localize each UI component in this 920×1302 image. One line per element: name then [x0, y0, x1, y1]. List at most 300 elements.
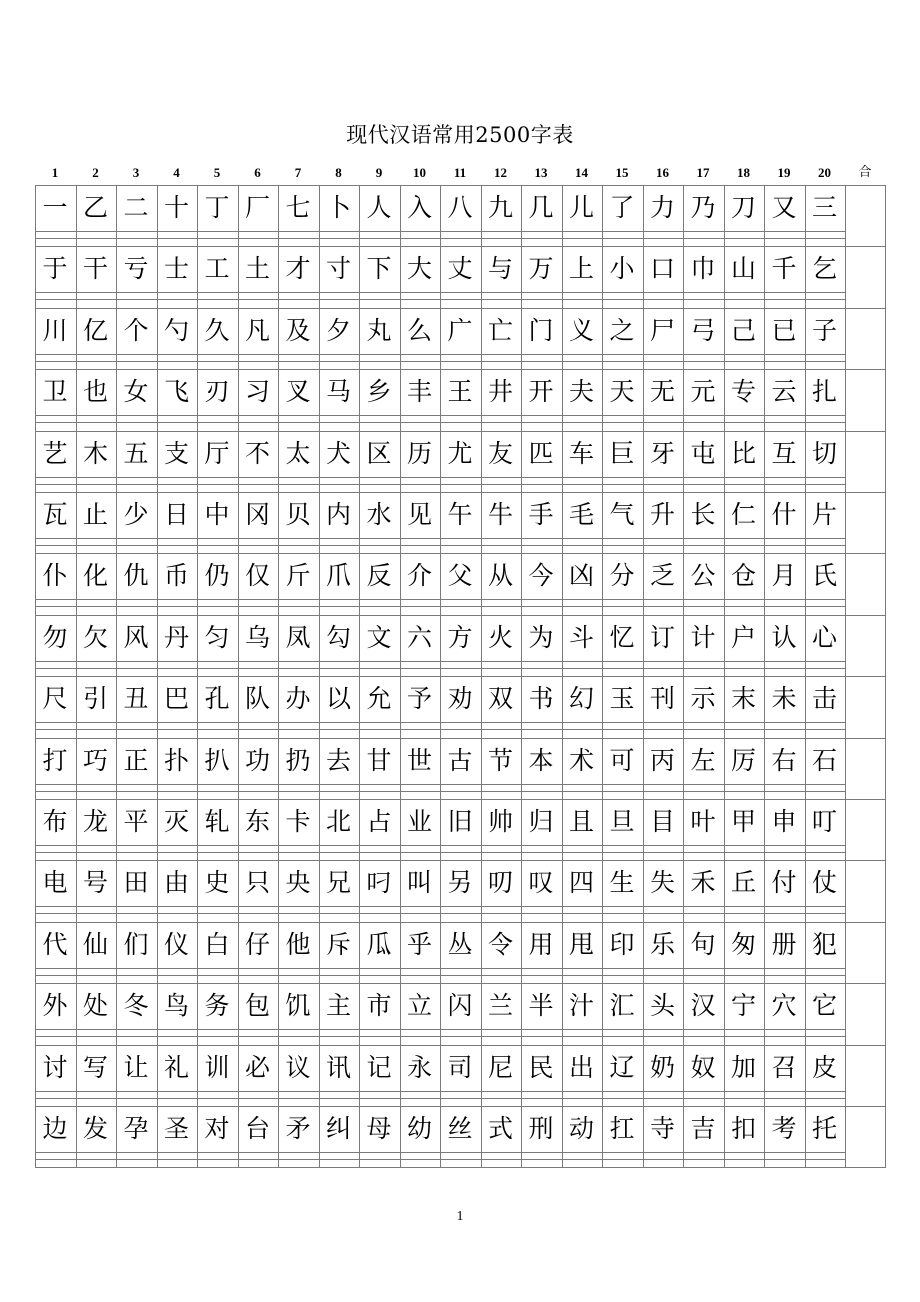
character-cell: 六 [406, 622, 432, 652]
character-cell: 双 [487, 684, 513, 714]
column-number: 20 [818, 165, 831, 180]
character-cell: 丑 [123, 684, 149, 714]
character-cell: 另 [447, 868, 473, 898]
character-cell: 刀 [730, 193, 756, 222]
character-cell: 予 [406, 684, 432, 714]
character-cell: 末 [730, 684, 756, 714]
character-cell: 训 [204, 1052, 230, 1082]
character-cell: 区 [366, 438, 392, 468]
character-cell: 辽 [609, 1052, 635, 1082]
character-cell: 史 [204, 868, 230, 898]
character-cell: 召 [771, 1052, 797, 1082]
character-cell: 帅 [487, 807, 513, 836]
character-cell: 矛 [285, 1114, 311, 1143]
character-cell: 尼 [487, 1052, 513, 1082]
character-cell: 习 [244, 377, 270, 407]
character-cell: 写 [82, 1052, 108, 1082]
character-cell: 之 [609, 315, 635, 345]
character-cell: 乞 [811, 254, 837, 284]
character-cell: 支 [163, 438, 189, 468]
column-number: 15 [615, 165, 629, 180]
character-cell: 长 [690, 500, 716, 529]
character-cell: 电 [42, 868, 68, 898]
character-cell: 吉 [690, 1114, 716, 1143]
table-right-border [885, 185, 886, 1167]
character-cell: 互 [771, 438, 797, 468]
character-cell: 引 [82, 684, 108, 714]
character-cell: 订 [649, 622, 675, 652]
character-cell: 仗 [811, 868, 837, 898]
character-cell: 付 [771, 868, 797, 898]
character-cell: 不 [244, 438, 270, 468]
character-cell: 开 [528, 377, 554, 407]
character-cell: 目 [649, 807, 675, 836]
character-cell: 化 [82, 561, 108, 591]
character-cell: 冬 [123, 991, 149, 1021]
column-number: 3 [132, 165, 140, 180]
character-cell: 仓 [730, 561, 756, 591]
character-cell: 仙 [82, 929, 108, 959]
character-cell: 讯 [325, 1052, 351, 1082]
character-cell: 卡 [285, 807, 311, 836]
character-cell: 孔 [204, 684, 230, 714]
character-cell: 一 [42, 193, 68, 222]
character-cell: 五 [123, 438, 149, 468]
character-cell: 爪 [325, 561, 351, 591]
character-cell: 巨 [609, 438, 635, 468]
character-cell: 丸 [366, 315, 392, 345]
character-cell: 号 [82, 868, 108, 898]
column-number: 9 [375, 165, 383, 180]
column-number: 14 [575, 165, 588, 180]
character-cell: 弓 [690, 315, 716, 345]
character-cell: 乃 [690, 193, 716, 222]
character-cell: 叶 [690, 807, 716, 836]
character-cell: 专 [730, 377, 756, 407]
character-cell: 乏 [649, 561, 675, 591]
character-cell: 奶 [649, 1052, 675, 1082]
character-cell: 亿 [82, 315, 108, 345]
character-cell: 叉 [285, 377, 311, 407]
character-cell: 仪 [163, 929, 189, 959]
character-cell: 丙 [649, 745, 675, 775]
character-cell: 山 [730, 254, 756, 284]
character-cell: 令 [487, 929, 513, 959]
character-cell: 刃 [204, 377, 230, 407]
character-cell: 匹 [528, 438, 554, 468]
character-cell: 央 [285, 868, 311, 898]
character-cell: 发 [82, 1114, 108, 1143]
character-cell: 月 [771, 561, 797, 591]
character-cell: 扎 [811, 377, 837, 407]
character-cell: 幻 [568, 684, 594, 714]
character-cell: 兄 [325, 868, 351, 898]
character-cell: 土 [244, 254, 270, 284]
character-cell: 勾 [325, 622, 351, 652]
page-number: 1 [456, 1209, 464, 1224]
character-cell: 办 [285, 684, 311, 714]
column-number: 12 [494, 165, 507, 180]
character-cell: 干 [82, 254, 108, 284]
character-cell: 夕 [325, 315, 351, 345]
character-cell: 才 [285, 254, 311, 284]
character-cell: 册 [771, 929, 797, 959]
character-cell: 占 [366, 807, 392, 836]
character-cell: 半 [528, 991, 554, 1021]
character-cell: 户 [730, 622, 756, 652]
character-cell: 托 [811, 1114, 837, 1143]
character-cell: 车 [568, 438, 594, 468]
character-cell: 瓦 [42, 500, 68, 529]
character-cell: 勺 [163, 315, 189, 345]
character-cell: 出 [568, 1052, 594, 1082]
character-cell: 艺 [42, 438, 68, 468]
character-cell: 下 [366, 254, 392, 284]
character-cell: 礼 [163, 1052, 189, 1082]
character-cell: 久 [204, 315, 230, 345]
character-cell: 叹 [528, 868, 554, 898]
character-cell: 甩 [568, 929, 594, 959]
character-cell: 币 [163, 561, 189, 591]
character-cell: 灭 [163, 807, 189, 836]
character-cell: 马 [325, 377, 351, 407]
column-number: 18 [737, 165, 750, 180]
character-cell: 扒 [204, 745, 230, 775]
column-number: 13 [534, 165, 548, 180]
character-cell: 又 [771, 193, 797, 222]
character-cell: 夫 [568, 377, 594, 407]
character-cell: 士 [163, 254, 189, 284]
character-cell: 永 [406, 1052, 432, 1082]
character-cell: 切 [811, 438, 837, 468]
character-cell: 牛 [487, 500, 513, 529]
character-cell: 失 [649, 868, 675, 898]
character-cell: 允 [366, 684, 392, 714]
character-cell: 小 [609, 254, 635, 284]
character-cell: 匀 [204, 622, 230, 652]
character-cell: 处 [82, 991, 108, 1021]
character-cell: 及 [285, 315, 311, 345]
character-cell: 以 [325, 684, 351, 714]
character-cell: 也 [82, 377, 108, 407]
character-cell: 对 [204, 1114, 230, 1143]
character-cell: 屯 [690, 438, 716, 468]
character-cell: 厉 [730, 745, 756, 775]
character-cell: 奴 [690, 1052, 716, 1082]
character-cell: 刊 [649, 684, 675, 714]
character-cell: 文 [366, 622, 392, 652]
character-cell: 考 [771, 1114, 797, 1143]
character-cell: 丛 [447, 929, 473, 959]
character-cell: 计 [690, 622, 716, 652]
character-cell: 圣 [163, 1114, 189, 1143]
character-cell: 巴 [163, 684, 189, 714]
character-cell: 口 [649, 254, 675, 284]
character-cell: 仔 [244, 929, 270, 959]
character-cell: 万 [528, 254, 554, 284]
character-cell: 入 [406, 193, 432, 222]
character-cell: 匆 [730, 929, 756, 959]
character-cell: 千 [771, 254, 797, 284]
character-cell: 斤 [285, 561, 311, 591]
character-cell: 可 [609, 745, 635, 775]
character-cell: 汇 [609, 991, 635, 1021]
character-cell: 幼 [406, 1114, 432, 1143]
character-cell: 纠 [325, 1114, 351, 1143]
character-cell: 汉 [690, 991, 716, 1021]
character-cell: 边 [42, 1114, 68, 1143]
character-cell: 必 [244, 1052, 270, 1082]
character-cell: 云 [771, 377, 797, 407]
character-cell: 田 [123, 868, 149, 898]
character-cell: 台 [244, 1114, 270, 1143]
character-cell: 世 [406, 745, 432, 775]
character-cell: 木 [82, 438, 108, 468]
character-cell: 皮 [811, 1052, 837, 1082]
character-cell: 巾 [690, 254, 716, 284]
character-cell: 广 [447, 315, 473, 345]
character-cell: 飞 [163, 377, 189, 407]
character-cell: 斥 [325, 929, 351, 959]
character-cell: 禾 [690, 868, 716, 898]
character-cell: 汁 [568, 991, 594, 1021]
character-cell: 母 [366, 1114, 392, 1143]
character-cell: 几 [528, 193, 554, 222]
character-cell: 左 [690, 745, 716, 775]
character-cell: 业 [406, 807, 432, 836]
character-cell: 介 [406, 561, 432, 591]
character-cell: 白 [204, 929, 230, 959]
character-cell: 外 [42, 991, 68, 1021]
character-cell: 门 [528, 315, 554, 345]
character-cell: 凤 [285, 622, 311, 652]
character-cell: 分 [609, 561, 635, 591]
character-cell: 毛 [568, 500, 594, 529]
character-cell: 尺 [42, 684, 68, 714]
character-cell: 讨 [42, 1052, 68, 1082]
character-cell: 忆 [609, 622, 635, 652]
character-cell: 术 [568, 745, 594, 775]
character-cell: 丹 [163, 622, 189, 652]
character-cell: 寸 [325, 254, 351, 284]
character-cell: 心 [811, 622, 837, 652]
character-cell: 节 [487, 745, 513, 775]
character-cell: 了 [609, 193, 635, 222]
character-cell: 丝 [447, 1114, 473, 1143]
character-cell: 打 [42, 745, 68, 775]
character-cell: 议 [285, 1052, 311, 1082]
character-cell: 亏 [123, 254, 149, 284]
character-cell: 欠 [82, 622, 108, 652]
character-cell: 刑 [528, 1114, 554, 1143]
character-cell: 仁 [730, 500, 756, 529]
character-cell: 瓜 [366, 929, 392, 959]
character-cell: 兰 [487, 991, 513, 1021]
character-cell: 历 [406, 438, 432, 468]
character-cell: 公 [690, 561, 716, 591]
character-cell: 上 [568, 254, 594, 284]
character-cell: 平 [123, 807, 149, 836]
character-cell: 午 [447, 500, 473, 529]
character-cell: 厂 [244, 193, 270, 222]
character-cell: 立 [406, 991, 432, 1021]
character-cell: 叫 [406, 868, 432, 898]
character-cell: 日 [163, 500, 189, 529]
character-cell: 它 [811, 991, 837, 1021]
character-cell: 三 [811, 193, 837, 222]
character-cell: 只 [244, 868, 270, 898]
character-cell: 无 [649, 377, 675, 407]
column-border [845, 185, 846, 1167]
character-table [35, 185, 886, 1167]
character-cell: 与 [487, 254, 513, 284]
character-cell: 正 [123, 745, 149, 775]
character-cell: 甲 [730, 807, 756, 836]
character-cell: 叮 [811, 807, 837, 836]
column-number: 4 [173, 165, 180, 180]
character-cell: 人 [366, 193, 392, 222]
character-cell: 气 [609, 500, 635, 529]
character-cell: 扛 [609, 1114, 635, 1143]
character-cell: 东 [244, 807, 270, 836]
character-cell: 包 [244, 991, 270, 1021]
character-cell: 记 [366, 1052, 392, 1082]
column-number: 10 [413, 165, 426, 180]
character-cell: 民 [528, 1052, 554, 1082]
character-cell: 七 [285, 193, 311, 222]
character-cell: 古 [447, 745, 473, 775]
character-cell: 穴 [771, 991, 797, 1021]
character-cell: 旦 [609, 807, 635, 836]
character-cell: 队 [244, 684, 270, 714]
character-cell: 用 [528, 929, 554, 959]
character-cell: 丁 [204, 193, 230, 222]
character-cell: 鸟 [163, 991, 189, 1021]
character-cell: 印 [609, 929, 635, 959]
character-cell: 四 [568, 868, 594, 898]
character-cell: 本 [528, 745, 554, 775]
character-cell: 功 [244, 745, 270, 775]
character-cell: 升 [649, 500, 675, 529]
character-cell: 旧 [447, 807, 473, 836]
character-cell: 仆 [42, 561, 68, 591]
character-cell: 卜 [325, 193, 351, 222]
character-cell: 务 [204, 991, 230, 1021]
column-number: 16 [656, 165, 669, 180]
character-cell: 书 [528, 684, 554, 714]
character-cell: 龙 [82, 807, 108, 836]
character-cell: 厅 [204, 438, 230, 468]
character-cell: 宁 [730, 991, 756, 1021]
character-cell: 甘 [366, 745, 392, 775]
column-number-header [35, 164, 885, 182]
character-cell: 见 [406, 500, 432, 529]
column-number: 17 [696, 165, 710, 180]
character-cell: 巧 [82, 745, 108, 775]
column-number: 1 [51, 165, 59, 180]
character-cell: 加 [730, 1052, 756, 1082]
character-cell: 于 [42, 254, 68, 284]
character-cell: 玉 [609, 684, 635, 714]
character-cell: 九 [487, 193, 513, 222]
character-cell: 牙 [649, 438, 675, 468]
character-cell: 犯 [811, 929, 837, 959]
character-cell: 尸 [649, 315, 675, 345]
character-cell: 丰 [406, 377, 432, 407]
character-cell: 力 [649, 193, 675, 222]
character-cell: 太 [285, 438, 311, 468]
character-cell: 让 [123, 1052, 149, 1082]
character-cell: 饥 [285, 991, 311, 1021]
character-cell: 十 [163, 193, 189, 222]
character-cell: 轧 [204, 807, 230, 836]
character-cell: 比 [730, 438, 756, 468]
character-cell: 主 [325, 991, 351, 1021]
character-cell: 亡 [487, 315, 513, 345]
character-cell: 内 [325, 500, 351, 529]
character-cell: 未 [771, 684, 797, 714]
character-cell: 大 [406, 254, 432, 284]
character-cell: 动 [568, 1114, 594, 1143]
character-cell: 们 [123, 929, 149, 959]
character-cell: 女 [123, 377, 149, 407]
character-cell: 仅 [244, 561, 270, 591]
character-cell: 尤 [447, 438, 473, 468]
character-cell: 叼 [366, 868, 392, 898]
character-cell: 头 [649, 991, 675, 1021]
character-cell: 已 [771, 315, 797, 345]
character-cell: 片 [811, 500, 837, 529]
character-cell: 丈 [447, 254, 473, 284]
character-cell: 仇 [123, 561, 149, 591]
character-cell: 归 [528, 807, 554, 836]
character-cell: 凶 [568, 561, 594, 591]
character-cell: 生 [609, 868, 635, 898]
column-number: 6 [254, 165, 261, 180]
character-cell: 句 [690, 929, 716, 959]
character-cell: 冈 [244, 500, 270, 529]
character-cell: 氏 [811, 561, 837, 591]
character-cell: 斗 [568, 622, 594, 652]
character-cell: 手 [528, 500, 554, 529]
character-cell: 工 [204, 254, 230, 284]
character-cell: 仍 [204, 561, 230, 591]
character-cell: 川 [42, 315, 68, 345]
character-cell: 代 [42, 929, 68, 959]
character-cell: 乡 [366, 377, 392, 407]
character-cell: 击 [811, 684, 837, 714]
character-cell: 风 [123, 622, 149, 652]
character-cell: 犬 [325, 438, 351, 468]
character-cell: 卫 [42, 377, 68, 407]
character-cell: 寺 [649, 1114, 675, 1143]
character-cell: 井 [487, 377, 513, 407]
character-cell: 乌 [244, 622, 270, 652]
column-number: 11 [453, 165, 467, 180]
character-cell: 义 [568, 315, 594, 345]
character-cell: 丘 [730, 868, 756, 898]
character-cell: 乐 [649, 929, 675, 959]
character-cell: 二 [123, 193, 149, 222]
character-cell: 元 [690, 377, 716, 407]
character-cell: 叨 [487, 868, 513, 898]
character-cell: 为 [528, 622, 554, 652]
character-cell: 且 [568, 807, 594, 836]
character-cell: 方 [447, 622, 473, 652]
character-cell: 从 [487, 561, 513, 591]
document-title: 现代汉语常用2500字表 [346, 123, 574, 147]
table-bottom-border [35, 1167, 886, 1168]
